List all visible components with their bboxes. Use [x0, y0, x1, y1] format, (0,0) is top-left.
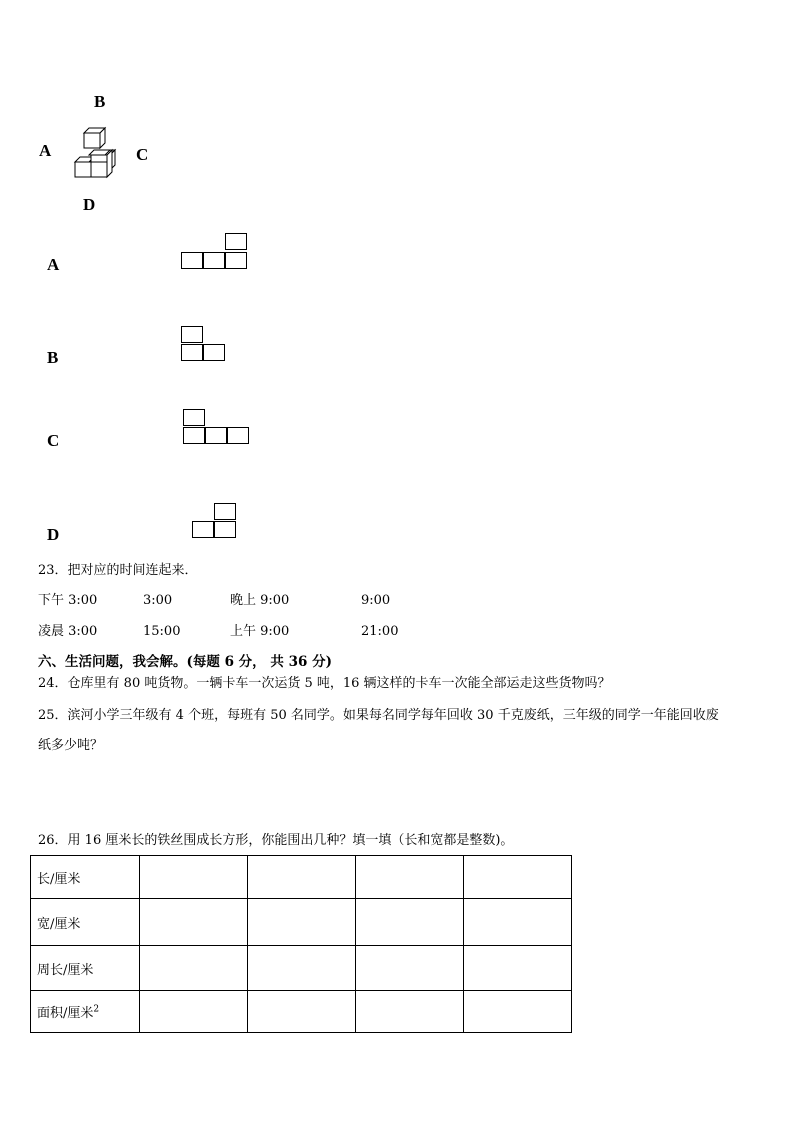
- cube-stack-figure: [70, 124, 120, 180]
- answer-cell[interactable]: [248, 946, 356, 991]
- q25-line2: 纸多少吨？: [38, 738, 104, 753]
- figure-label-left: A: [39, 141, 52, 160]
- area-label: 面积/厘米: [37, 1006, 94, 1021]
- option-letter-c: C: [47, 431, 60, 450]
- q24-text: 24．仓库里有 80 吨货物。一辆卡车一次运货 5 吨，16 辆这样的卡车一次能全部运走这些货物吗？: [38, 676, 611, 691]
- table-row: [31, 899, 572, 946]
- answer-cell[interactable]: [140, 946, 248, 991]
- table-row: [31, 991, 572, 1033]
- answer-cell[interactable]: [140, 856, 248, 899]
- answer-cell[interactable]: [356, 946, 464, 991]
- figure-label-right: C: [136, 145, 149, 164]
- q23-r2-c4: 21:00: [361, 624, 399, 639]
- answer-cell[interactable]: [356, 856, 464, 899]
- q25-line1: 25．滨河小学三年级有 4 个班，每班有 50 名同学。如果每名同学每年回收 30 千克废纸，三年级的同学一年能回收废: [38, 708, 719, 723]
- answer-cell[interactable]: [140, 991, 248, 1033]
- answer-cell[interactable]: [464, 946, 572, 991]
- answer-cell[interactable]: [464, 856, 572, 899]
- q26-text: 26．用 16 厘米长的铁丝围成长方形，你能围出几种？填一填（长和宽都是整数)。: [38, 833, 514, 848]
- answer-cell[interactable]: [248, 856, 356, 899]
- row-label-area: [31, 991, 140, 1033]
- figure-label-top: B: [94, 92, 106, 111]
- q23-r2-c3: 上午 9:00: [230, 624, 290, 639]
- answer-cell[interactable]: [464, 991, 572, 1033]
- q23-r1-c2: 3:00: [143, 593, 173, 608]
- option-letter-a: A: [47, 255, 60, 274]
- option-letter-b: B: [47, 348, 59, 367]
- answer-cell[interactable]: [248, 899, 356, 946]
- q26-answer-table: [30, 855, 572, 1033]
- q23-r1-c3: 晚上 9:00: [230, 593, 290, 608]
- answer-cell[interactable]: [248, 991, 356, 1033]
- figure-label-bottom: D: [83, 195, 96, 214]
- table-row: [31, 856, 572, 899]
- answer-cell[interactable]: [140, 899, 248, 946]
- q23-r2-c2: 15:00: [143, 624, 181, 639]
- answer-cell[interactable]: [464, 899, 572, 946]
- q23-text: 23．把对应的时间连起来．: [38, 563, 198, 578]
- answer-cell[interactable]: [356, 991, 464, 1033]
- area-exponent: 2: [93, 1004, 100, 1015]
- answer-cell[interactable]: [356, 899, 464, 946]
- row-label-perimeter: 周长/厘米: [31, 946, 140, 991]
- table-row: [31, 946, 572, 991]
- q23-r1-c4: 9:00: [361, 593, 391, 608]
- row-label-width: 宽/厘米: [31, 899, 140, 946]
- section-6-title: 六、生活问题，我会解。(每题 6 分， 共 36 分): [38, 654, 332, 670]
- q23-r1-c1: 下午 3:00: [38, 593, 98, 608]
- option-letter-d: D: [47, 525, 60, 544]
- q23-r2-c1: 凌晨 3:00: [38, 624, 98, 639]
- row-label-length: 长/厘米: [31, 856, 140, 899]
